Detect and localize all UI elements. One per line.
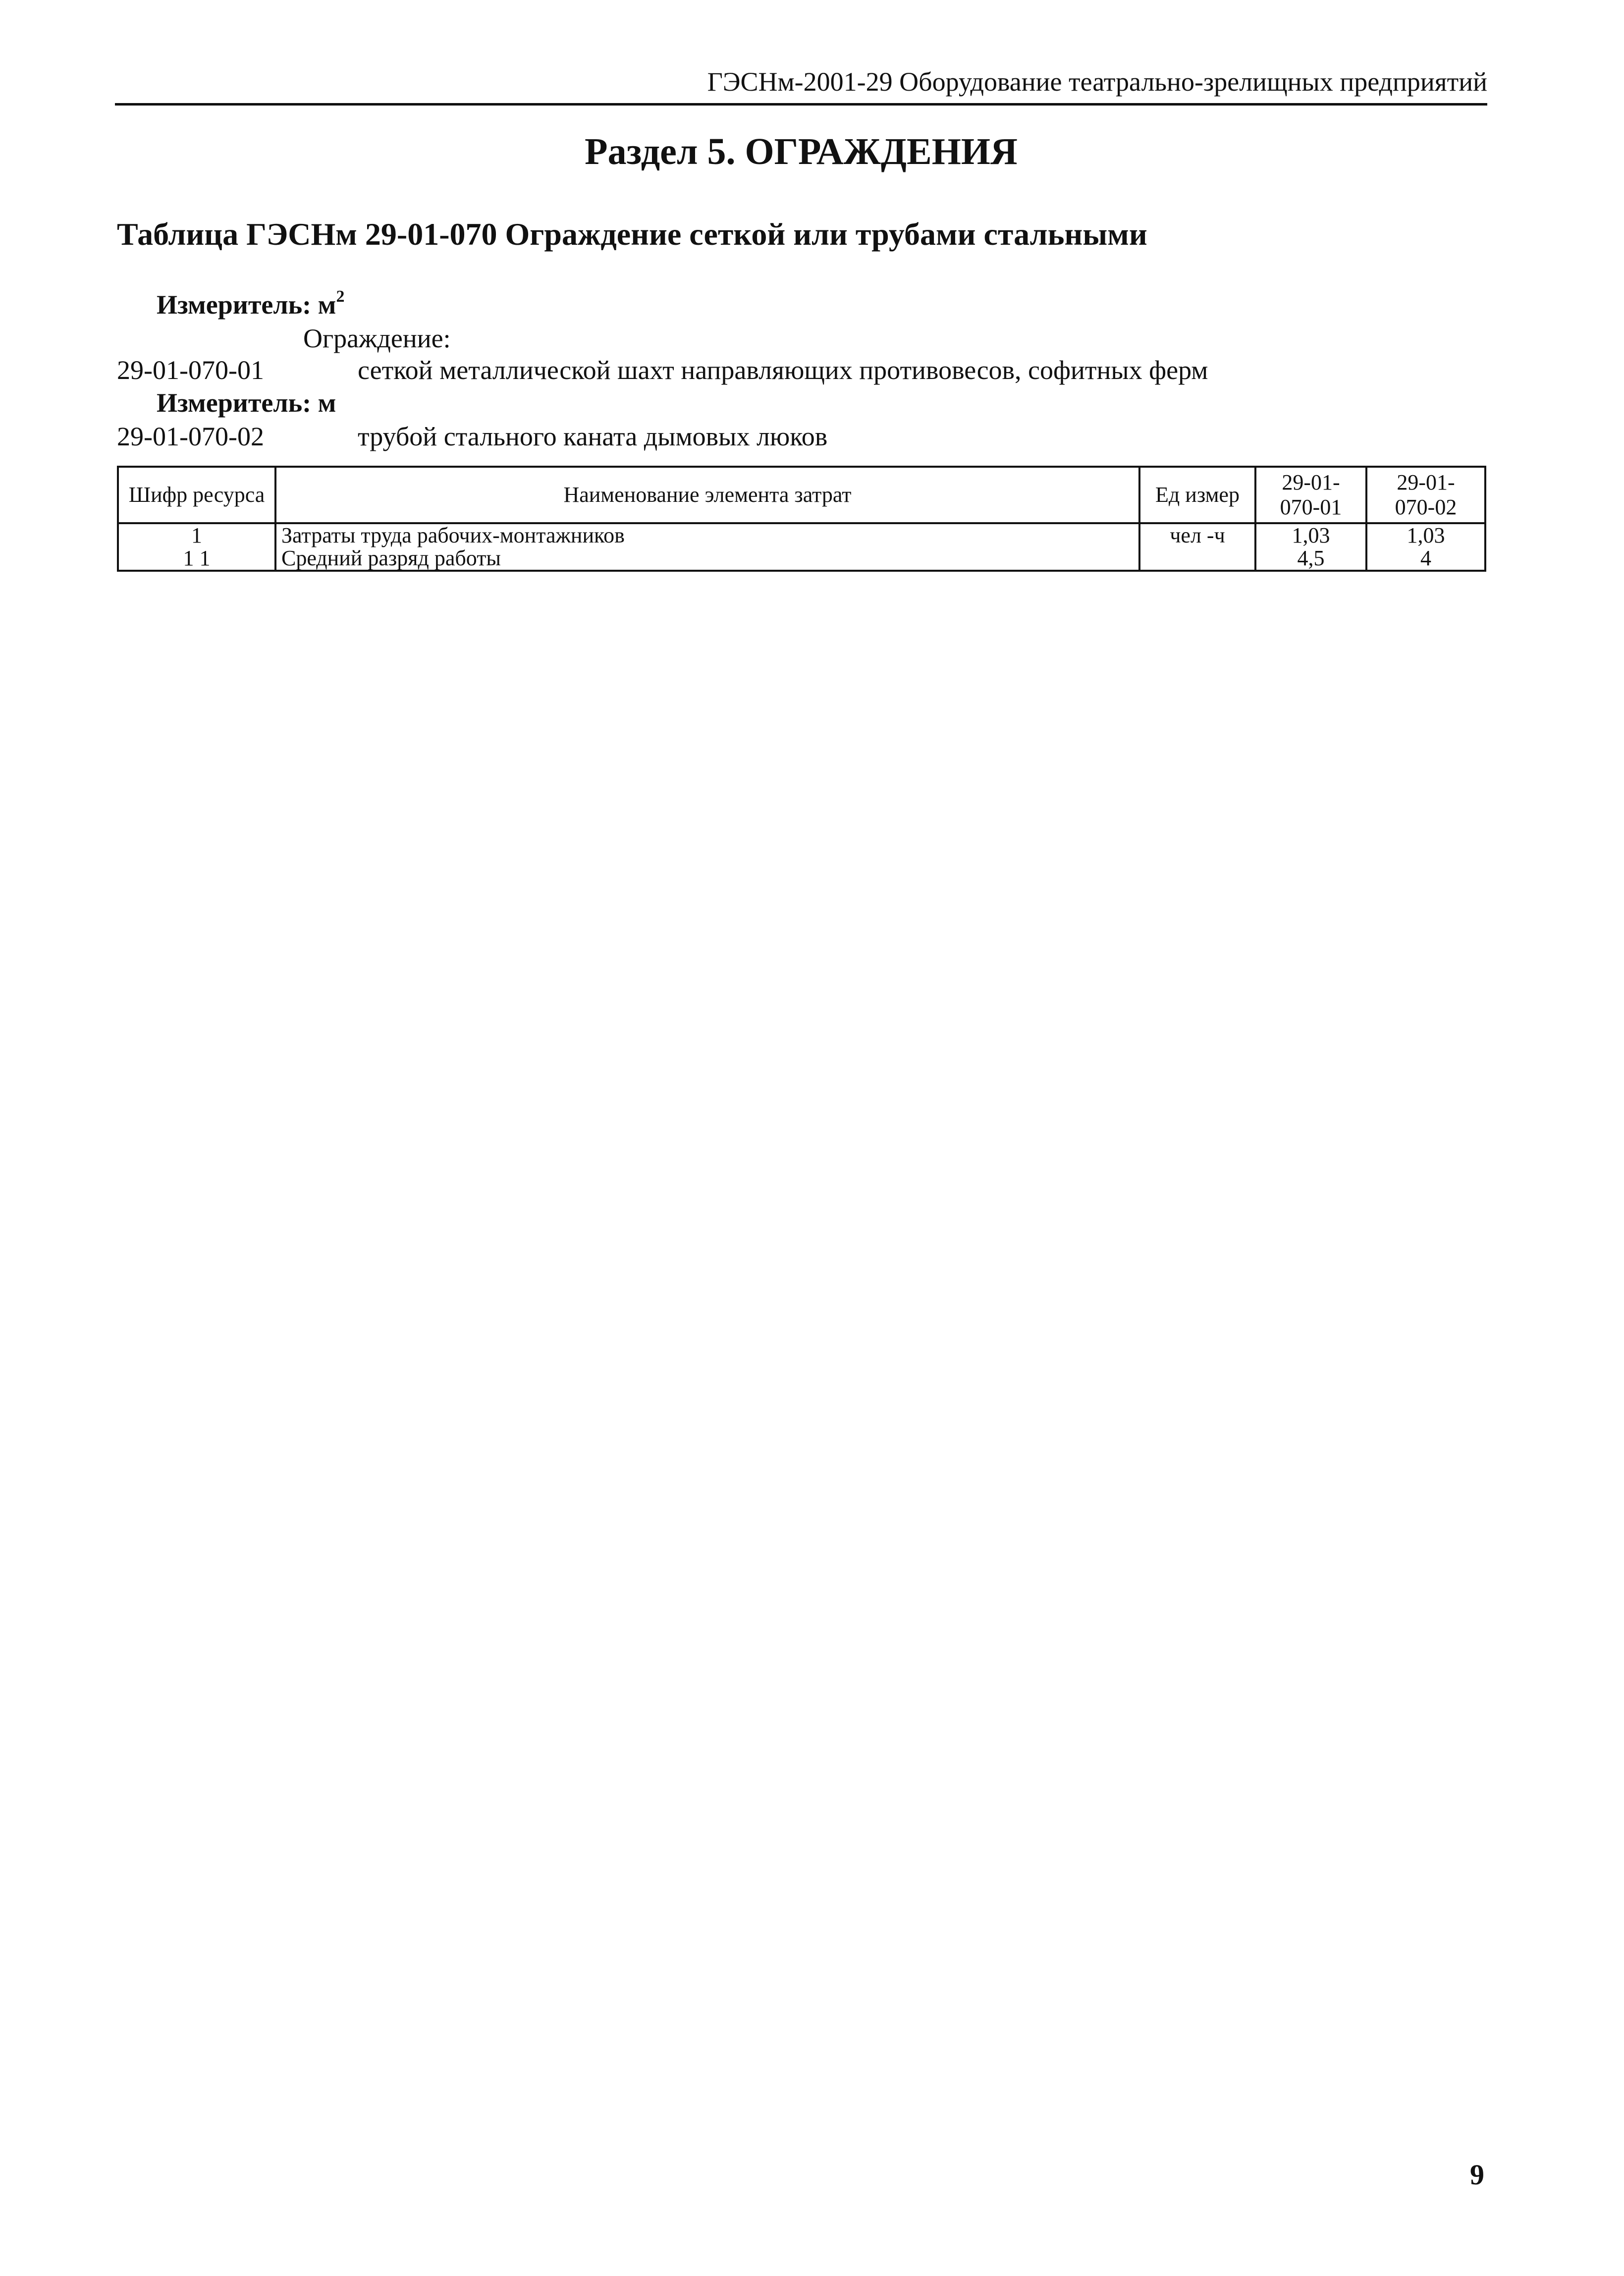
cell-value-1: 4,5: [1255, 547, 1366, 571]
header-code: Шифр ресурса: [118, 467, 275, 523]
header-col-070-02: [1366, 467, 1485, 523]
measure-label-1-text: Измеритель:: [157, 290, 312, 320]
measure-unit-1-base: м: [318, 290, 336, 320]
item-2-text: трубой стального каната дымовых люков: [358, 422, 828, 451]
header-name: Наименование элемента затрат: [275, 467, 1139, 523]
header-col-070-01: [1255, 467, 1366, 523]
measure-unit-1-exponent: 2: [336, 287, 345, 306]
item-2-code: 29-01-070-02: [117, 422, 264, 451]
resource-table: [117, 466, 1486, 572]
measure-label-1: [157, 287, 344, 322]
group-label: Ограждение:: [303, 324, 451, 353]
header-col-070-01-line2: 070-01: [1280, 495, 1342, 519]
table-row: [118, 547, 1485, 571]
cell-value-2: 1,03: [1366, 523, 1485, 547]
cell-code: 1: [118, 523, 275, 547]
item-1-text: сеткой металлической шахт направляющих противовесов, софитных ферм: [358, 355, 1208, 385]
measure-unit-2: м: [318, 388, 336, 418]
header-divider: [115, 103, 1487, 106]
item-1-code: 29-01-070-01: [117, 355, 264, 385]
page-number: 9: [1470, 2159, 1484, 2191]
running-header: ГЭСНм-2001-29 Оборудование театрально-зрелищных предприятий: [707, 67, 1487, 97]
table-header-row: [118, 467, 1485, 523]
header-unit: Ед измер: [1139, 467, 1255, 523]
measure-label-2: [157, 385, 336, 420]
measure-label-2-text: Измеритель:: [157, 388, 312, 418]
cell-code: 1 1: [118, 547, 275, 571]
table-title: Таблица ГЭСНм 29-01-070 Ограждение сеткой или трубами стальными: [117, 217, 1147, 252]
cell-name: Средний разряд работы: [275, 547, 1139, 571]
header-col-070-02-line1: 29-01-: [1397, 470, 1455, 494]
table-row: [118, 523, 1485, 547]
header-col-070-01-line1: 29-01-: [1282, 470, 1340, 494]
cell-value-2: 4: [1366, 547, 1485, 571]
section-title: Раздел 5. ОГРАЖДЕНИЯ: [585, 131, 1018, 172]
measure-unit-1: [318, 287, 345, 320]
cell-unit: чел -ч: [1139, 523, 1255, 547]
cell-unit: [1139, 547, 1255, 571]
header-col-070-02-line2: 070-02: [1395, 495, 1457, 519]
cell-name: Затраты труда рабочих-монтажников: [275, 523, 1139, 547]
cell-value-1: 1,03: [1255, 523, 1366, 547]
